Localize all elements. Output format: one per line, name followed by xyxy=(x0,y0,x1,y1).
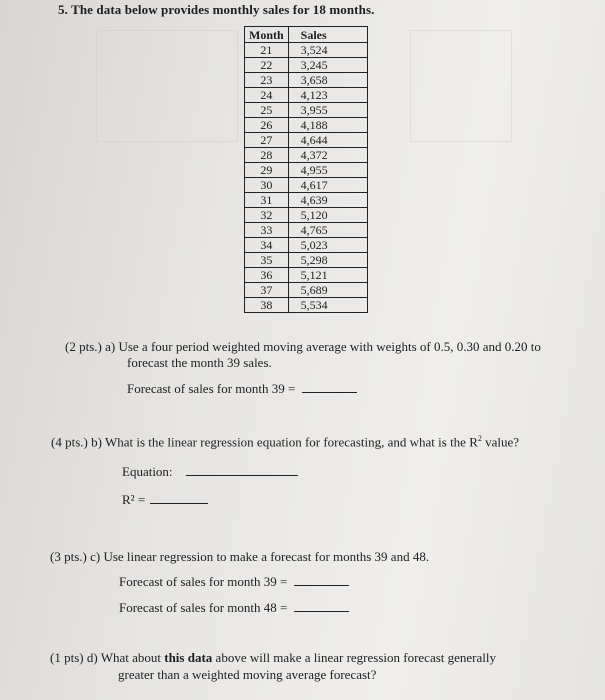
table-header-row xyxy=(245,27,368,43)
part-d-text-bold: this data xyxy=(164,650,213,665)
sales-cell: 4,765 xyxy=(288,223,367,238)
month-cell: 33 xyxy=(245,223,289,238)
table-row xyxy=(245,88,368,103)
sales-cell: 3,524 xyxy=(288,43,367,58)
part-d-question xyxy=(50,650,496,666)
part-d-text-pre: What about xyxy=(100,650,165,665)
part-a-forecast-row xyxy=(127,381,357,397)
table-row xyxy=(245,118,368,133)
month-cell: 30 xyxy=(245,178,289,193)
sales-cell: 4,123 xyxy=(288,88,367,103)
part-a-answer-blank[interactable] xyxy=(302,392,357,393)
table-row xyxy=(245,163,368,178)
part-b-points: (4 pts.) xyxy=(51,434,88,450)
month-cell: 37 xyxy=(245,283,289,298)
table-row xyxy=(245,238,368,253)
sales-cell: 4,955 xyxy=(288,163,367,178)
sales-cell: 4,188 xyxy=(288,118,367,133)
question-heading: 5. The data below provides monthly sales for 18 months. xyxy=(58,2,375,17)
table-row xyxy=(245,58,368,73)
table-row xyxy=(245,133,368,148)
equation-answer-blank[interactable] xyxy=(186,475,298,476)
month-cell: 25 xyxy=(245,103,289,118)
month-cell: 38 xyxy=(245,298,289,313)
month-cell: 28 xyxy=(245,148,289,163)
equation-row xyxy=(122,464,298,480)
part-b-question xyxy=(51,431,519,450)
table-row xyxy=(245,148,368,163)
equation-label: Equation: xyxy=(122,464,173,479)
forecast39-answer-blank[interactable] xyxy=(294,585,349,586)
month-cell: 22 xyxy=(245,58,289,73)
part-b-superscript: 2 xyxy=(477,434,482,443)
part-c-points: (3 pts.) xyxy=(50,549,87,564)
month-cell: 35 xyxy=(245,253,289,268)
part-a-question xyxy=(65,339,541,355)
part-a-text: Use a four period weighted moving average with weights of 0.5, 0.30 and 0.20 to xyxy=(118,339,541,354)
table-row xyxy=(245,268,368,283)
part-c-forecast48-label: Forecast of sales for month 48 = xyxy=(119,600,288,615)
sales-table xyxy=(244,26,368,313)
month-cell: 36 xyxy=(245,268,289,283)
sales-cell: 5,121 xyxy=(288,268,367,283)
sales-cell: 4,644 xyxy=(288,133,367,148)
month-cell: 32 xyxy=(245,208,289,223)
sales-cell: 5,120 xyxy=(288,208,367,223)
month-cell: 34 xyxy=(245,238,289,253)
month-cell: 24 xyxy=(245,88,289,103)
bleed-through-grid xyxy=(410,30,512,142)
month-cell: 21 xyxy=(245,43,289,58)
table-row xyxy=(245,298,368,313)
part-c-text: Use linear regression to make a forecast for months 39 and 48. xyxy=(103,549,430,564)
table-row xyxy=(245,253,368,268)
part-a-letter: a) xyxy=(105,339,116,354)
sales-cell: 5,534 xyxy=(288,298,367,313)
sales-cell: 4,639 xyxy=(288,193,367,208)
sales-cell: 3,245 xyxy=(288,58,367,73)
sales-cell: 5,023 xyxy=(288,238,367,253)
part-a-points: (2 pts.) xyxy=(65,339,102,354)
table-row xyxy=(245,178,368,193)
month-cell: 26 xyxy=(245,118,289,133)
part-a-text-line2: forecast the month 39 sales. xyxy=(127,355,272,370)
table-row xyxy=(245,283,368,298)
month-cell: 31 xyxy=(245,193,289,208)
sales-table-body xyxy=(245,43,368,313)
forecast48-answer-blank[interactable] xyxy=(294,611,349,612)
part-d-letter: d) xyxy=(86,650,98,665)
table-row xyxy=(245,193,368,208)
part-c-letter: c) xyxy=(90,549,101,564)
r2-row xyxy=(122,492,208,508)
part-b-text: What is the linear regression equation for forecasting, and what is the R xyxy=(104,434,478,450)
part-d-text-line2: greater than a weighted moving average forecast? xyxy=(118,667,377,682)
sales-cell: 4,617 xyxy=(288,178,367,193)
part-c-forecast39-label: Forecast of sales for month 39 = xyxy=(119,574,288,589)
part-d-text-post: above will make a linear regression forecast generally xyxy=(212,650,497,665)
part-b-letter: b) xyxy=(91,434,102,450)
part-b-text-end: value? xyxy=(481,434,520,450)
table-row xyxy=(245,103,368,118)
sales-cell: 3,955 xyxy=(288,103,367,118)
r2-label: R² = xyxy=(122,492,146,507)
bleed-through-grid xyxy=(96,30,238,142)
part-c-forecast39-row xyxy=(119,574,349,590)
table-row xyxy=(245,73,368,88)
month-column-header: Month xyxy=(245,27,289,43)
sales-cell: 3,658 xyxy=(288,73,367,88)
month-cell: 29 xyxy=(245,163,289,178)
table-row xyxy=(245,223,368,238)
month-cell: 27 xyxy=(245,133,289,148)
sales-cell: 5,689 xyxy=(288,283,367,298)
month-cell: 23 xyxy=(245,73,289,88)
table-row xyxy=(245,208,368,223)
table-row xyxy=(245,43,368,58)
part-c-question xyxy=(50,549,429,565)
sales-column-header: Sales xyxy=(288,27,367,43)
r2-answer-blank[interactable] xyxy=(150,503,208,504)
sales-cell: 4,372 xyxy=(288,148,367,163)
sales-cell: 5,298 xyxy=(288,253,367,268)
part-a-forecast-label: Forecast of sales for month 39 = xyxy=(127,381,296,396)
part-d-points: (1 pts) xyxy=(50,650,84,665)
part-c-forecast48-row xyxy=(119,600,349,616)
